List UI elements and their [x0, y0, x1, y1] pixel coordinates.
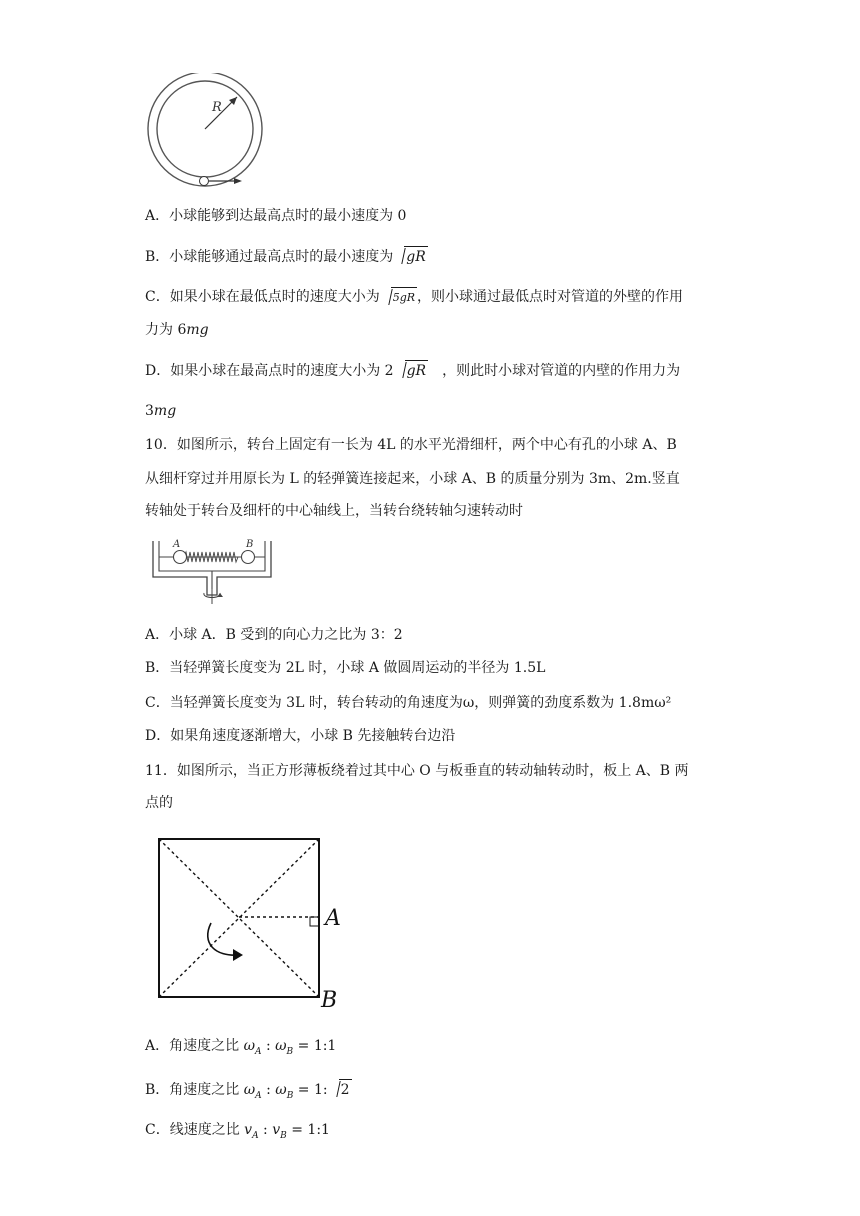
omega-symbol: ω	[243, 1082, 256, 1098]
q9-option-d	[145, 360, 680, 381]
subscript-a: A	[255, 1046, 262, 1057]
ball-b	[242, 551, 255, 564]
q11-option-c-text: C．线速度之比	[145, 1122, 240, 1138]
q9-option-c	[145, 287, 683, 308]
radius-label: R	[212, 100, 222, 115]
q11-stem-line1: 11．如图所示，当正方形薄板绕着过其中心 O 与板垂直的转动轴转动时，板上 A、B 两	[145, 763, 689, 779]
q10-stem-line2: 从细杆穿过并用原长为 L 的轻弹簧连接起来，小球 A、B 的质量分别为 3m、2m.竖直	[145, 471, 680, 487]
q11-stem-line2: 点的	[145, 795, 173, 811]
label-a: A	[325, 906, 341, 931]
q11-option-c: C．线速度之比 $v_A$ : $v_B$ = 1:1	[145, 1122, 330, 1141]
q10-option-a: A．小球 A．B 受到的向心力之比为 3：2	[145, 627, 403, 643]
subscript-a: A	[252, 1130, 259, 1141]
ratio-value: 1:	[313, 1082, 328, 1098]
diagonal-1	[159, 839, 319, 997]
velocity-arrowhead	[234, 178, 242, 184]
square-plate-figure	[155, 835, 350, 1010]
sqrt-radicand: 5gR	[391, 287, 417, 308]
sqrt-gR-d	[396, 360, 429, 381]
q9-option-d-line2	[145, 401, 176, 421]
v-symbol: v	[244, 1122, 253, 1138]
label-b: B	[246, 539, 254, 550]
mg-symbol: mg	[186, 322, 209, 338]
q9-option-d-line2-text: 3	[145, 403, 154, 419]
right-angle-mark	[310, 917, 319, 926]
q9-option-b	[145, 246, 428, 267]
circular-pipe-svg	[145, 73, 267, 188]
mg-symbol: mg	[153, 403, 177, 419]
omega-symbol: ω	[243, 1038, 255, 1054]
diagonal-2	[159, 839, 319, 997]
subscript-b: B	[286, 1046, 294, 1057]
ratio-value: 1:1	[307, 1122, 330, 1138]
q10-stem-line3: 转轴处于转台及细杆的中心轴线上，当转台绕转轴匀速转动时	[145, 503, 523, 519]
q10-option-b: B．当轻弹簧长度变为 2L 时，小球 A 做圆周运动的半径为 1.5L	[145, 660, 546, 676]
circular-pipe-figure	[145, 73, 267, 188]
sqrt-2	[330, 1079, 352, 1100]
omega-symbol: ω	[275, 1038, 287, 1054]
square-plate	[159, 839, 319, 997]
q9-option-a: A．小球能够到达最高点时的最小速度为 0	[145, 208, 407, 224]
omega-symbol: ω	[275, 1082, 287, 1098]
label-b: B	[321, 988, 338, 1010]
ball	[200, 177, 209, 186]
q10-option-d: D．如果角速度逐渐增大，小球 B 先接触转台边沿	[145, 728, 456, 744]
q9-option-b-text: B．小球能够通过最高点时的最小速度为	[145, 249, 394, 265]
label-a: A	[173, 539, 181, 550]
sqrt-radicand: 2	[339, 1079, 352, 1100]
rotation-arrowhead	[233, 949, 243, 961]
square-plate-svg	[155, 835, 350, 1010]
q11-option-a-text: A．角速度之比	[145, 1038, 240, 1054]
q9-option-c-line2	[145, 320, 209, 340]
ball-a	[174, 551, 187, 564]
q10-stem-line1: 10．如图所示，转台上固定有一长为 4L 的水平光滑细杆，两个中心有孔的小球 A、B	[145, 437, 677, 453]
sqrt-5gR	[382, 287, 417, 308]
ratio-value: 1:1	[313, 1038, 337, 1054]
sqrt-radicand: gR	[404, 246, 428, 267]
sqrt-gR	[395, 246, 428, 267]
q11-option-b: B．角速度之比 $\omega_A$ : $\omega_B = 1$: 2	[145, 1079, 352, 1106]
subscript-b: B	[280, 1130, 287, 1141]
q9-option-c-text: C．如果小球在最低点时的速度大小为	[145, 289, 380, 305]
q9-option-c-tail: ，则小球通过最低点时对管道的外壁的作用	[417, 289, 684, 305]
q11-option-a: A．角速度之比 $\omega_A$ : $\omega_B$ = 1:1	[145, 1038, 337, 1057]
rotation-arrowhead	[217, 593, 223, 597]
q9-option-d-tail: ，则此时小球对管道的内壁的作用力为	[442, 363, 681, 379]
sqrt-radicand: gR	[405, 360, 429, 381]
q9-option-c-line2-text: 力为 6	[145, 322, 187, 338]
v-symbol: v	[272, 1122, 281, 1138]
turntable-figure	[150, 535, 276, 605]
outer-wall	[148, 73, 262, 186]
q10-option-c: C．当轻弹簧长度变为 3L 时，转台转动的角速度为ω，则弹簧的劲度系数为 1.8mω²	[145, 695, 672, 711]
q11-option-b-text: B．角速度之比	[145, 1082, 240, 1098]
q9-option-d-text: D．如果小球在最高点时的速度大小为 2	[145, 363, 394, 379]
subscript-b: B	[286, 1090, 294, 1101]
subscript-a: A	[255, 1090, 262, 1101]
turntable-svg	[150, 535, 276, 605]
